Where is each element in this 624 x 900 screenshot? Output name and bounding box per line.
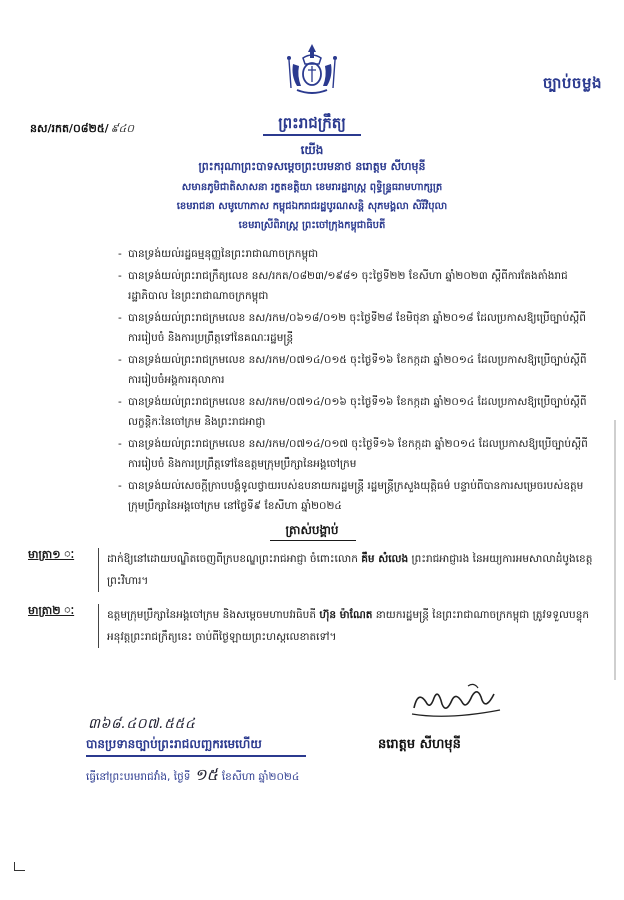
person-name: ហ៊ុន ម៉ាណែត: [319, 609, 373, 621]
preamble-item: - បានទ្រង់យល់រដ្ឋធម្មនុញ្ញនៃព្រះរាជាណាចក្រកម្ពុជា: [118, 244, 598, 264]
article-text-part: ដាក់ឱ្យនៅដោយបណ្ឌិតចេញពីក្របខណ្ឌព្រះរាជអាជ្ញា ចំពោះលោក: [107, 553, 362, 565]
article-text: [98, 548, 600, 592]
scan-edge-line: [614, 420, 616, 680]
preamble-item: - បានទ្រង់យល់ព្រះរាជក្រឹត្យលេខ នស/រកត/០៨២៣/១៩៨១ ចុះថ្ងៃទី២២ ខែសីហា ឆ្នាំ២០២៣ ស្តីពីការតែងតាំងរាជរដ្ឋាភិបាល នៃព្រះរាជាណាចក្រកម្ពុជា: [118, 266, 598, 306]
royal-title-line-2: ខេមរាជនា សមូហោភាស កម្ពុជឯករាជរដ្ឋបូរណសន្តិ សុភមង្គលា សិរីវិបុលា: [176, 201, 448, 212]
royal-signature-icon: [408, 680, 504, 722]
article-2: [28, 604, 600, 648]
royal-coat-of-arms-icon: [283, 42, 341, 96]
preamble-list: [118, 244, 598, 518]
royal-title-line-3: ខេមរាស្រីពិរាស្ត្រ ព្រះចៅក្រុងកម្ពុជាធិបតី: [238, 220, 386, 231]
copy-stamp-label: ច្បាប់ចម្លង: [542, 74, 602, 92]
corner-mark: [14, 862, 25, 871]
promulgation-underline: [86, 755, 306, 757]
preamble-item: - បានទ្រង់យល់ព្រះរាជក្រមលេខ នស/រកម/០៧១៤/០១៧ ចុះថ្ងៃទី១៦ ខែកក្កដា ឆ្នាំ២០១៤ ដែលប្រកាសឱ្យប្រើច្បាប់ស្តីពីការរៀបចំ និងការប្រព្រឹត្តទៅនៃឧត្តមក្រុមប្រឹក្សានៃអង្គចៅក្រម: [118, 434, 598, 474]
place-and-date: [86, 764, 299, 788]
reference-text: នស/រកត/០៨២៥/: [30, 122, 109, 135]
we-heading: យើង: [300, 143, 324, 157]
article-label: មាត្រា១ ៈ: [28, 548, 75, 561]
royal-title-line-1: សមានភូមិជាតិសាសនា រក្ខតខត្តិយា ខេមរារដ្ឋរាស្ត្រ ពុទ្ធិន្ទ្រធរាមហាក្សត្រ: [181, 182, 443, 193]
person-name: គឹម សំលេង: [361, 553, 409, 565]
handwritten-registration-number: ៣៦៨.៤០៧.៥៥៤: [88, 716, 196, 732]
article-text-part: ឧត្តមក្រុមប្រឹក្សានៃអង្គចៅក្រម និងសម្តេចមហាបវរធិបតី: [107, 609, 320, 621]
article-1: [28, 548, 600, 592]
place-prefix: ធ្វើនៅព្រះបរមរាជវាំង, ថ្ងៃទី: [86, 771, 191, 783]
article-text-part: នាយករដ្ឋមន្ត្រី នៃព្រះរាជាណាចក្រកម្ពុជា ត្រូវទទួលបន្ទុកអនុវត្តព្រះរាជក្រឹត្យនេះ ចាប់ពីថ្ងៃឡាយព្រះហស្តលេខាតទៅ។: [107, 609, 590, 643]
title-underline: [263, 134, 361, 136]
preamble-item: - បានទ្រង់យល់សេចក្តីក្រាបបង្គំទូលថ្វាយរបស់ឧបនាយករដ្ឋមន្ត្រី រដ្ឋមន្ត្រីក្រសួងយុត្តិធម៌ បន្ទាប់ពីបានការសម្រេចរបស់ឧត្តមក្រុមប្រឹក្សានៃអង្គចៅក្រម នៅថ្ងៃទី៩ ខែសីហា ឆ្នាំ២០២៤: [118, 476, 598, 516]
decides-underline: [270, 540, 356, 541]
preamble-item: - បានទ្រង់យល់ព្រះរាជក្រមលេខ នស/រកម/០៦១៨/០១២ ចុះថ្ងៃទី២៨ ខែមិថុនា ឆ្នាំ២០១៨ ដែលប្រកាសឱ្យប្រើច្បាប់ស្តីពីការរៀបចំ និងការប្រព្រឹត្តទៅនៃគណៈរដ្ឋមន្ត្រី: [118, 308, 598, 348]
handwritten-day: ១៥: [194, 765, 218, 784]
reference-handwritten: ៩៤០: [110, 122, 135, 135]
decree-title: ព្រះរាជក្រឹត្យ: [278, 114, 346, 132]
promulgation-note: បានប្រទានច្បាប់ព្រះរាជលញ្ឆករមេហើយ: [86, 737, 262, 751]
preamble-item: - បានទ្រង់យល់ព្រះរាជក្រមលេខ នស/រកម/០៧១៤/០១៦ ចុះថ្ងៃទី១៦ ខែកក្កដា ឆ្នាំ២០១៤ ដែលប្រកាសឱ្យប្រើច្បាប់ស្តីពីលក្ខន្តិកៈនៃចៅក្រម និងព្រះរាជអាជ្ញា: [118, 392, 598, 432]
king-name-line: ព្រះករុណាព្រះបាទសម្តេចព្រះបរមនាថ នរោត្តម សីហមុនី: [198, 160, 426, 173]
preamble-item: - បានទ្រង់យល់ព្រះរាជក្រមលេខ នស/រកម/០៧១៤/០១៥ ចុះថ្ងៃទី១៦ ខែកក្កដា ឆ្នាំ២០១៤ ដែលប្រកាសឱ្យប្រើច្បាប់ស្តីពីការរៀបចំអង្គការតុលាការ: [118, 350, 598, 390]
article-text-part: ព្រះរាជអាជ្ញារង នៃអយ្យការអមសាលាដំបូងខេត្តព្រះវិហារ។: [107, 553, 593, 587]
article-label: មាត្រា២ ៈ: [28, 604, 75, 617]
article-text: [98, 604, 600, 648]
place-suffix: ខែសីហា ឆ្នាំ២០២៤: [221, 771, 300, 783]
signer-name: នរោត្តម សីហមុនី: [378, 737, 461, 752]
decides-heading: ត្រាស់បង្គាប់: [285, 523, 339, 537]
